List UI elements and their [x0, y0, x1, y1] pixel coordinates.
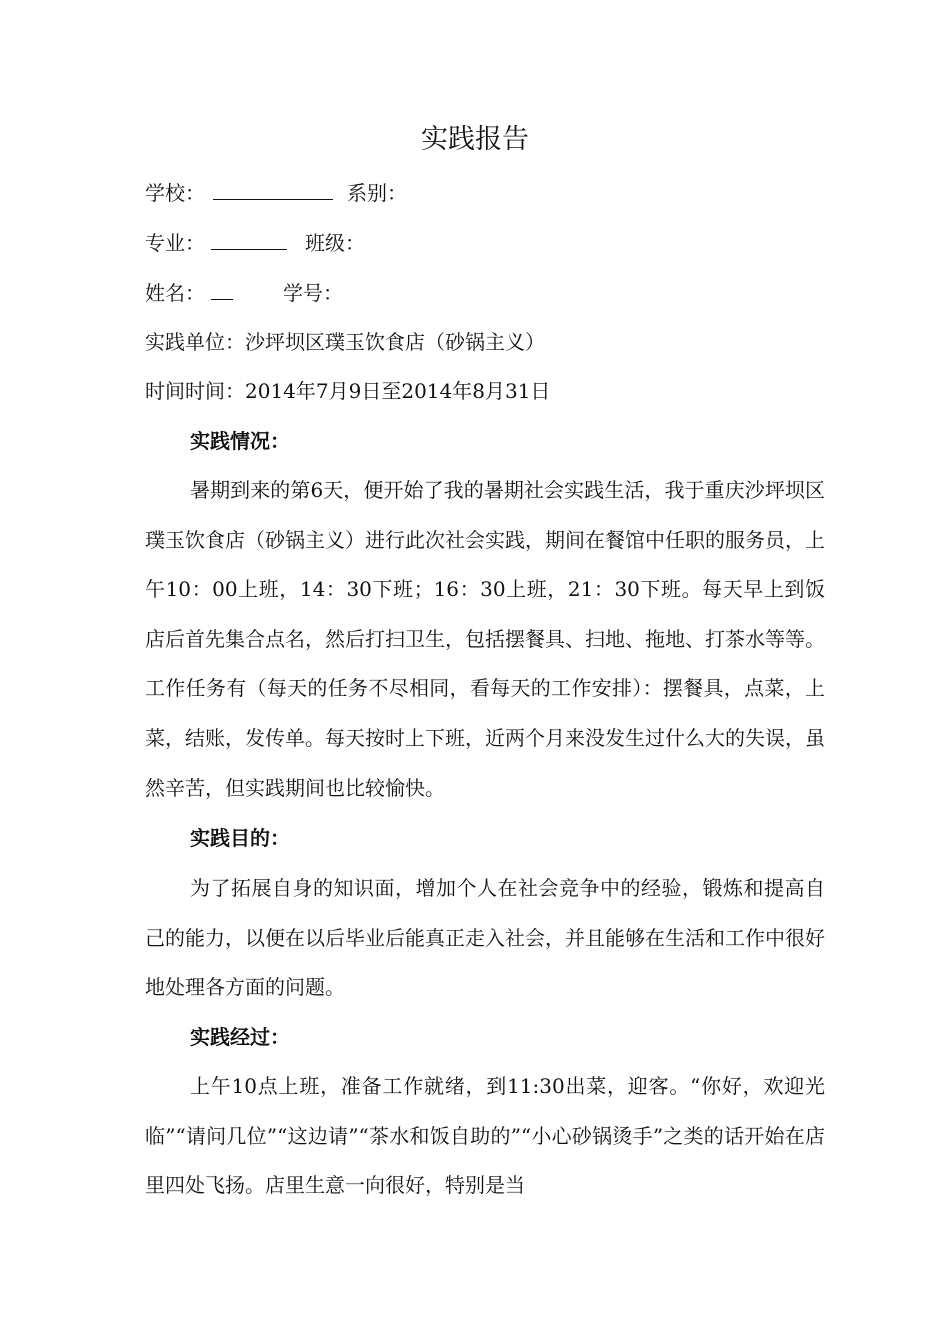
- school-dept-line: [145, 177, 407, 208]
- document-title: 实践报告: [421, 124, 529, 155]
- name-id-line: [145, 277, 343, 308]
- id-label: 学号：: [283, 281, 343, 305]
- school-blank: [213, 177, 333, 200]
- section-heading-process: 实践经过：: [190, 1025, 290, 1049]
- name-label: 姓名：: [145, 281, 205, 305]
- major-label: 专业：: [145, 231, 205, 255]
- section-heading-situation: 实践情况：: [190, 429, 290, 453]
- school-label: 学校：: [145, 181, 205, 205]
- major-class-line: [145, 227, 365, 258]
- practice-time-line: 时间时间：2014年7月9日至2014年8月31日: [145, 379, 551, 403]
- section-heading-purpose: 实践目的：: [190, 826, 290, 850]
- section-body-purpose: 为了拓展自身的知识面，增加个人在社会竞争中的经验，锻炼和提高自己的能力，以便在以后毕业后能真正走入社会，并且能够在生活和工作中很好地处理各方面的问题。: [145, 876, 825, 1000]
- section-body-situation: 暑期到来的第6天，便开始了我的暑期社会实践生活，我于重庆沙坪坝区璞玉饮食店（砂锅主义）进行此次社会实践，期间在餐馆中任职的服务员，上午10：00上班，14：30下班；16：30上班，21：30下班。每天早上到饭店后首先集合点名，然后打扫卫生，包括摆餐具、扫地、拖地、打茶水等等。工作任务有（每天的任务不尽相同，看每天的工作安排）：摆餐具，点菜，上菜，结账，发传单。每天按时上下班，近两个月来没发生过什么大的失误，虽然辛苦，但实践期间也比较愉快。: [145, 478, 825, 800]
- practice-unit-line: 实践单位：沙坪坝区璞玉饮食店（砂锅主义）: [145, 330, 545, 354]
- section-body-process: 上午10点上班，准备工作就绪，到11:30出菜，迎客。“你好，欢迎光临”“请问几位”“这边请”“茶水和饭自助的”“小心砂锅烫手”之类的话开始在店里四处飞扬。店里生意一向很好，特别是当: [145, 1074, 825, 1198]
- name-blank: [211, 277, 233, 300]
- dept-label: 系别：: [347, 181, 407, 205]
- class-label: 班级：: [305, 231, 365, 255]
- major-blank: [211, 227, 287, 250]
